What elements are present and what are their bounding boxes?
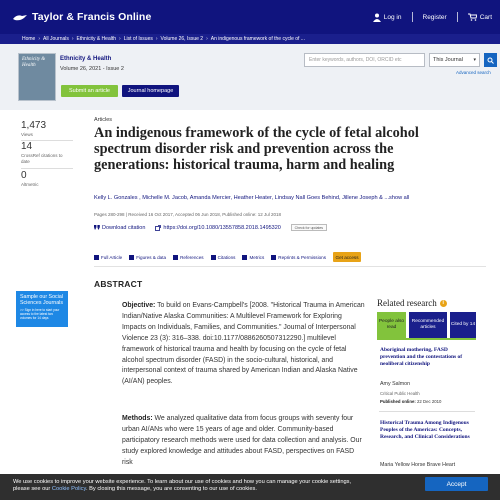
nav-divider [457,12,458,22]
download-citation-link[interactable] [94,225,145,231]
quote-icon [94,225,100,230]
article-title: An indigenous framework of the cycle of fetal alcohol spectrum disorder risk and prevention across the generations: historical trauma, harm and healing [94,125,419,174]
cart-link[interactable] [468,13,492,21]
document-icon [94,255,99,260]
search-scope-value: This Journal [433,57,463,63]
views-metric [21,121,46,138]
objective-label: Objective: [122,302,156,309]
breadcrumb [0,34,500,44]
citations-label: Citations [217,254,236,260]
references-label: References [180,254,204,260]
breadcrumb-current: An indigenous framework of the cycle of ... [210,36,305,42]
related-tabs [377,312,476,338]
altmetric-metric[interactable] [21,171,39,188]
advanced-search-link[interactable]: Advanced search [456,70,491,75]
article-tools [94,252,361,262]
breadcrumb-item[interactable]: List of Issues [123,36,153,42]
metrics-tab[interactable] [242,255,264,260]
views-count: 1,473 [21,120,47,131]
cookie-text-a: please see our [13,486,52,493]
figures-data-label: Figures & data [136,254,167,260]
get-access-button[interactable]: Get access [333,252,361,262]
journal-homepage-button[interactable]: Journal homepage [122,85,179,97]
section-divider [94,266,486,267]
related-research-heading [377,298,447,308]
crossref-metric[interactable] [21,142,71,164]
chevron-right-icon: › [155,36,158,42]
altmetric-count: 0 [21,170,27,181]
crossref-count: 14 [21,141,33,152]
sample-title: Sample our Social Sciences Journals [20,294,63,307]
bar-chart-icon [242,255,247,260]
citations-tab[interactable] [211,255,236,260]
chevron-right-icon: › [71,36,74,42]
article-type-label: Articles [94,117,113,123]
cart-icon [468,13,477,21]
sample-subtext: >> Sign in here to start your access to the latest two volumes for 14 days [20,308,60,320]
publication-history: Pages 280-298 | Received 16 Oct 2017, Accepted 06 Jun 2018, Published online: 12 Jul 2018 [94,212,282,217]
full-article-label: Full Article [101,254,123,260]
related-item-date [380,399,441,404]
tab-recommended-articles[interactable]: Recommended articles [409,312,447,338]
lock-icon [271,255,276,260]
info-icon[interactable]: i [440,300,447,307]
chevron-right-icon: › [206,36,208,42]
top-header [0,0,500,34]
quote-icon [211,255,216,260]
full-article-tab[interactable] [94,255,122,260]
accept-cookies-button[interactable]: Accept [425,477,488,491]
doi-link[interactable] [155,225,280,231]
references-icon [173,255,178,260]
related-item-journal: Critical Public Health [380,391,420,396]
search-button[interactable] [484,53,497,67]
lamp-logo-icon [12,12,28,22]
crossref-label: CrossRef citations to date [21,153,63,164]
nav-divider [412,12,413,22]
doi-label: https://doi.org/10.1080/13557858.2018.1495320 [163,224,281,231]
search-icon [487,57,494,64]
download-citation-label: Download citation [102,224,146,231]
related-item-title[interactable]: Aboriginal mothering, FASD prevention and the contestations of neoliberal citizenship [380,347,463,367]
chevron-right-icon: › [119,36,121,42]
account-nav [373,0,492,34]
cookie-text-b: . By closing this message, you are consenting to our use of cookies. [85,486,257,493]
views-label: Views [21,132,33,137]
breadcrumb-item[interactable]: Volume 26, Issue 2 [160,36,204,42]
citation-row [94,224,327,231]
methods-label: Methods: [122,415,153,422]
tab-people-also-read[interactable]: People also read [377,312,406,338]
cover-title: Ethnicity & Health [22,57,46,68]
journal-cover[interactable] [18,53,56,101]
chevron-right-icon: › [38,36,41,42]
search-scope-select[interactable] [429,53,480,67]
breadcrumb-item[interactable]: Ethnicity & Health [76,36,117,42]
journal-bar [0,44,500,110]
cart-label: Cart [479,13,492,21]
active-tab-underline [377,338,476,340]
cookie-policy-link[interactable]: Cookie Policy [51,486,86,493]
reprints-label: Reprints & Permissions [278,254,327,260]
related-item-author: Maria Yellow Horse Brave Heart [380,462,456,468]
related-item-divider [379,411,475,412]
altmetric-label: Altmetric [21,182,39,187]
search-input[interactable]: Enter keywords, authors, DOI, ORCID etc [304,53,425,67]
metric-divider [21,168,73,169]
journal-volume[interactable]: Volume 26, 2021 - Issue 2 [60,66,124,72]
abstract-objective [122,301,365,388]
login-link[interactable] [373,13,402,22]
submit-article-button[interactable]: Submit an article [61,85,118,97]
abstract-heading: ABSTRACT [94,279,143,289]
link-icon [155,225,161,231]
tab-cited-by[interactable]: Cited by 14 [450,312,476,338]
related-item-author: Amy Salmon [380,381,411,387]
date-label: Published online: [380,399,416,404]
login-label: Log in [383,13,402,21]
register-link[interactable] [423,14,447,21]
author-list[interactable]: Kelly L. Gonzales , Michelle M. Jacob, Amanda Mercier, Heather Heater, Lindsay Nall Goes Behind, Jillene Joseph & ...show all [94,195,410,201]
objective-text: To build on Evans-Campbell's [2008. "Historical Trauma in American Indian/Native Alaska Communities: A Multilevel Framework for Exploring Impacts on Individuals, Families, and Communities." Journal of Interpersonal Violence 23 (3): 316–338. doi:10.1177/0886260507312290.] multilevel framework of historical trauma and health by focusing on the cycle of fetal alcohol spectrum disorder (FASD) in the socio-cultural, historical, and interpersonal context of trauma shared by American Indian and Alaska Native (AI/AN) peoples. [122,302,365,386]
metrics-label: Metrics [249,254,265,260]
check-for-updates-badge[interactable]: Check for updates [291,224,327,231]
register-label: Register [422,13,447,21]
breadcrumb-item[interactable]: All Journals [43,36,69,42]
figures-data-tab[interactable] [129,255,166,260]
breadcrumb-item[interactable]: Home [22,36,36,42]
user-icon [373,13,381,22]
brand-logo[interactable] [12,11,151,23]
image-icon [129,255,134,260]
chevron-down-icon: ▾ [473,57,476,63]
reprints-tab[interactable] [271,255,326,260]
brand-name: Taylor & Francis Online [32,11,152,23]
cookie-line-1: We use cookies to improve your website experience. To learn about our use of cookies and how you can manage your cookie settings, [13,479,352,485]
related-item-title[interactable]: Historical Trauma Among Indigenous Peoples of the Americas: Concepts, Research, and Clinical Considerations [380,420,470,440]
related-research-title: Related research [377,298,437,308]
date-value: 22 Dec 2010 [417,399,442,404]
abstract-methods [122,414,365,469]
methods-text: We analyzed qualitative data from focus groups with seventy four urban AI/ANs who were 15 years of age and older. Community-based participatory research methods were used for data collection and analysis. Our study explored knowledge and attitudes about FASD, perspectives on FASD risk [122,415,362,466]
journal-title[interactable]: Ethnicity & Health [60,56,112,62]
references-tab[interactable] [173,255,204,260]
sample-journals-promo[interactable] [16,291,68,327]
